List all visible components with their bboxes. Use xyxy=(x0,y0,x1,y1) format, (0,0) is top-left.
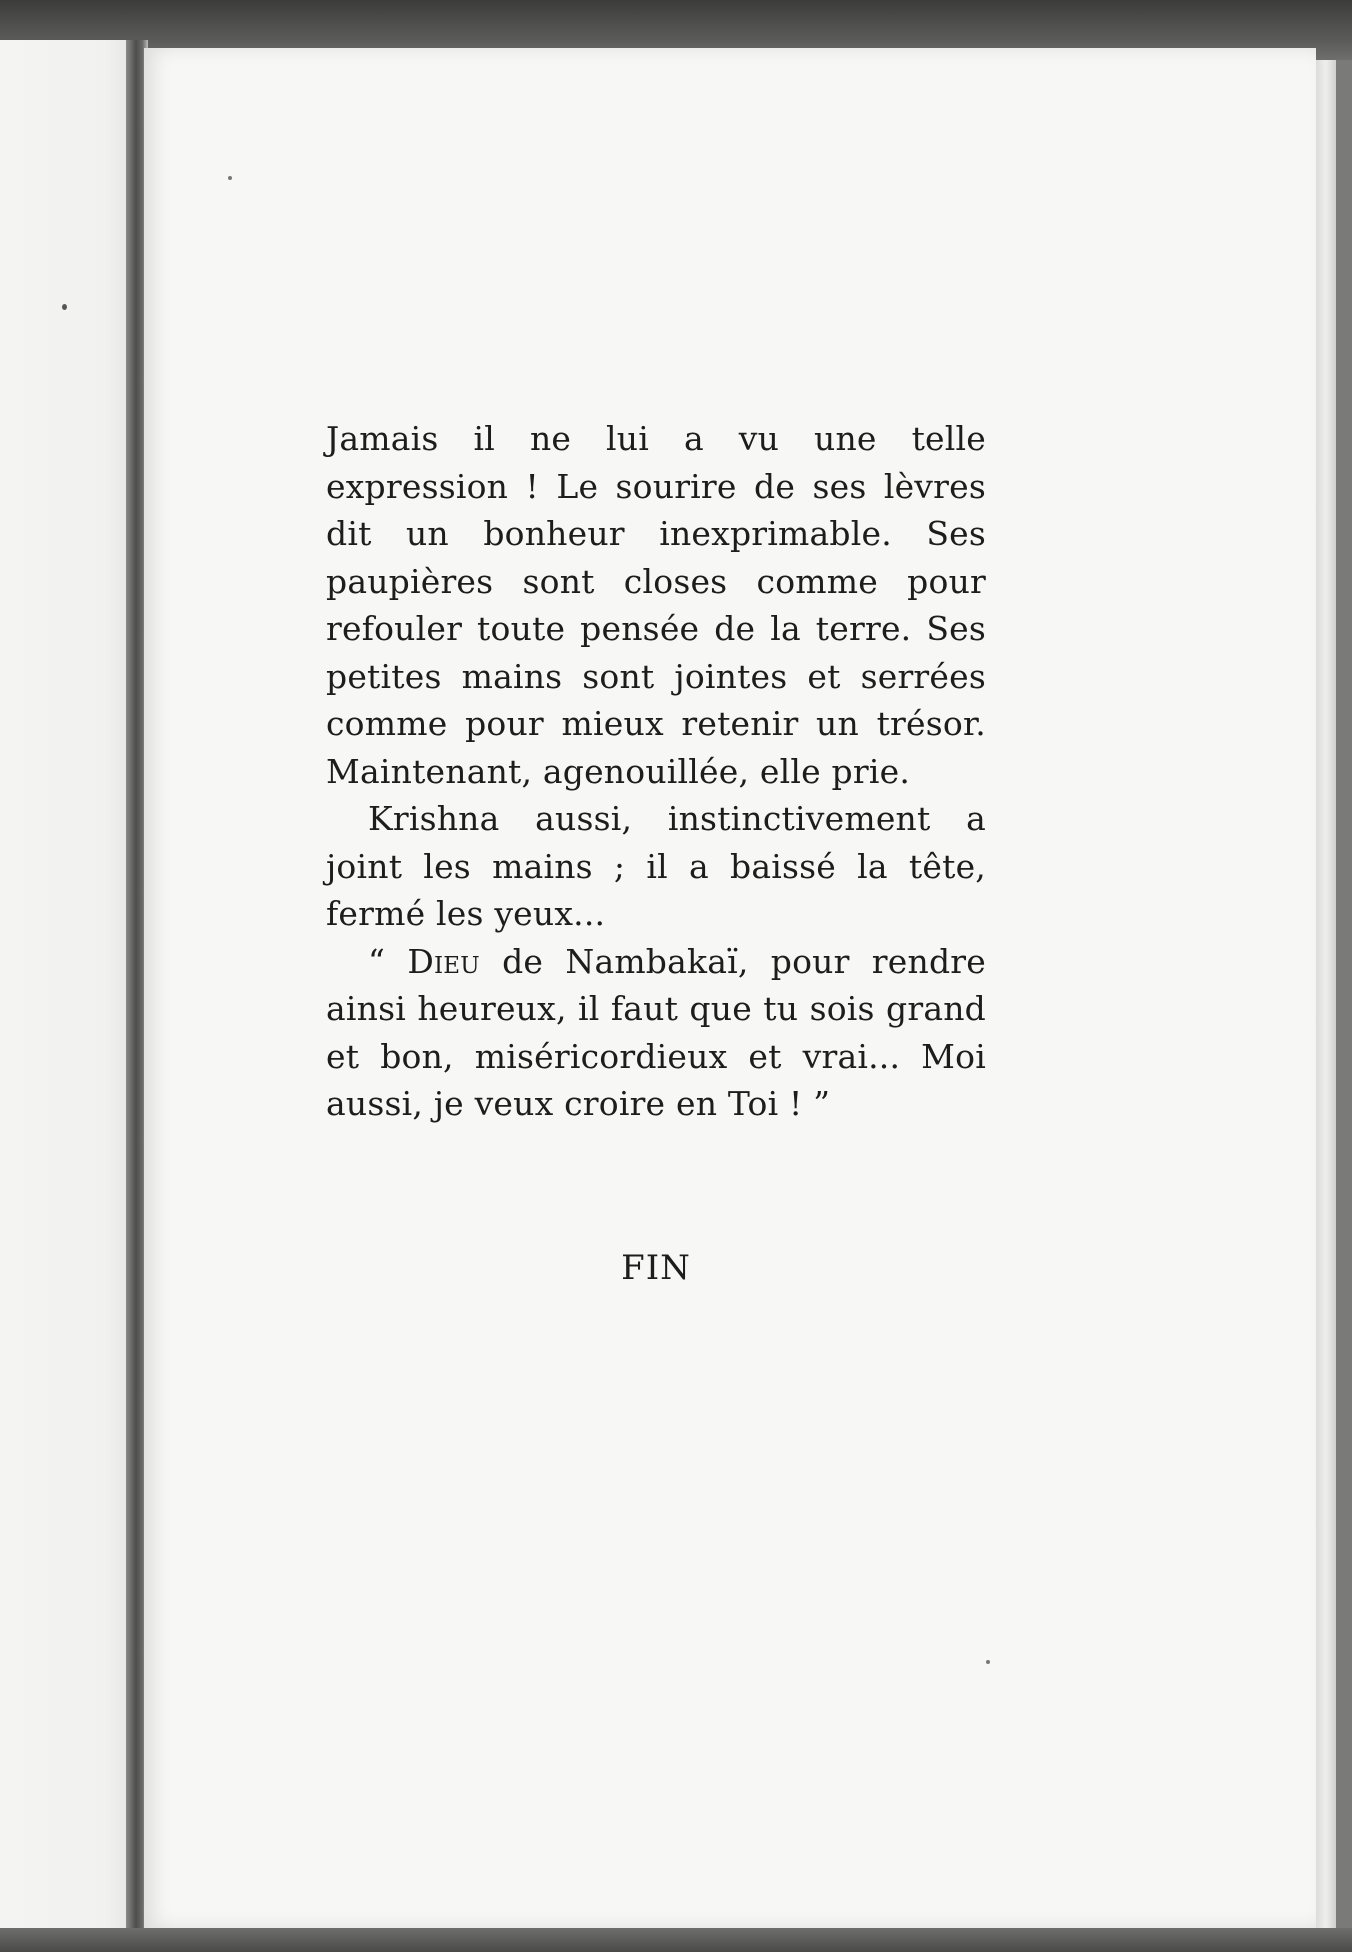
quote-open: “ xyxy=(368,941,408,981)
page-speck xyxy=(228,176,232,180)
smallcaps-word: Dieu xyxy=(407,941,480,981)
page-speck xyxy=(62,304,67,310)
page-speck xyxy=(986,1660,990,1664)
paragraph xyxy=(326,415,986,795)
paragraph xyxy=(326,795,986,938)
scan-bottom-edge xyxy=(0,1928,1352,1952)
paragraph-text: de Nambakaï, pour rendre ainsi heureux, il faut que tu sois grand et bon, miséricordieux et vrai... Moi aussi, je veux croire en Toi ! ” xyxy=(326,941,986,1123)
page-edge-right xyxy=(1316,60,1336,1930)
paragraph xyxy=(326,938,986,1128)
page-text xyxy=(326,415,986,1128)
paragraph-text: Krishna aussi, instinctivement a joint les mains ; il a baissé la tête, fermé les yeux... xyxy=(326,799,986,933)
left-page-edge xyxy=(0,40,132,1930)
closing-fin: FIN xyxy=(621,1248,691,1288)
paragraph-text: Jamais il ne lui a vu une telle expression ! Le sourire de ses lèvres dit un bonheur inexprimable. Ses paupières sont closes comme pour refouler toute pensée de la terre. Ses petites mains sont jointes et serrées comme pour mieux retenir un trésor. Maintenant, agenouillée, elle prie. xyxy=(326,419,986,791)
